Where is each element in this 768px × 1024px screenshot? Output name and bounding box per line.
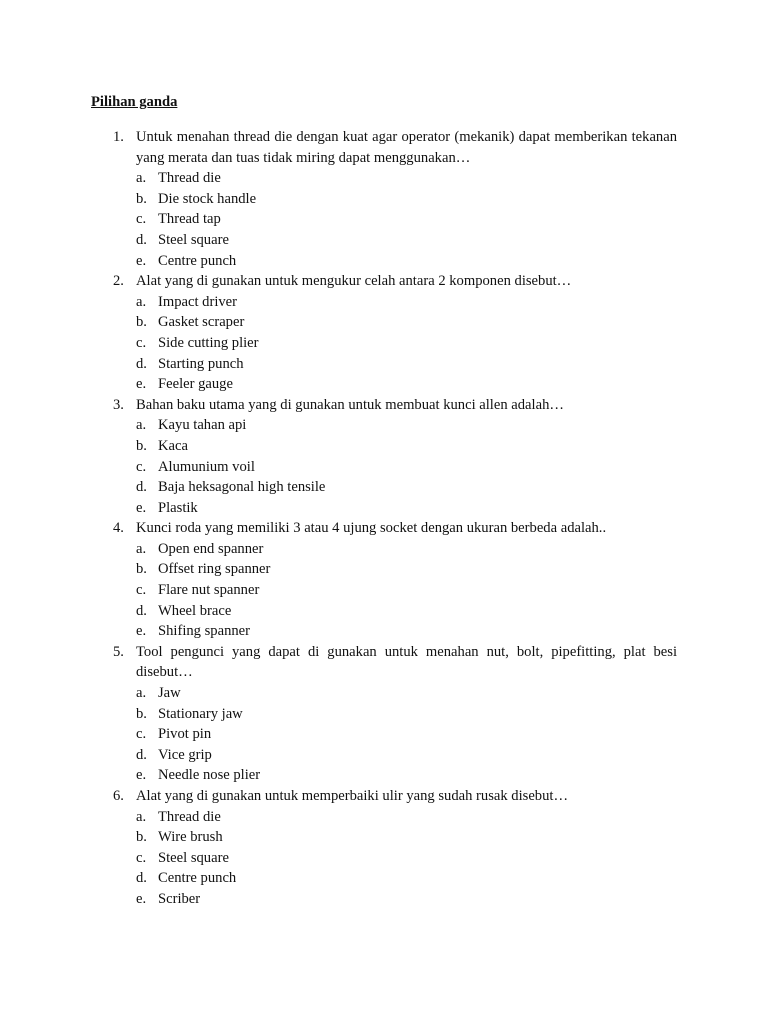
option-item: [0, 827, 768, 848]
option-text: Wire brush: [158, 829, 223, 846]
option-text: Kayu tahan api: [158, 417, 247, 434]
option-text: Feeler gauge: [158, 376, 233, 393]
option-letter: c.: [136, 334, 147, 351]
option-item: [0, 724, 768, 745]
option-text: Centre punch: [158, 870, 237, 887]
option-item: [0, 889, 768, 910]
option-list: [0, 807, 768, 910]
option-text: Plastik: [158, 499, 198, 516]
option-item: [0, 457, 768, 478]
option-letter: a.: [136, 170, 147, 187]
option-item: [0, 209, 768, 230]
option-item: [0, 477, 768, 498]
option-letter: b.: [136, 705, 147, 722]
option-letter: a.: [136, 685, 147, 702]
option-text: Thread die: [158, 170, 221, 187]
option-letter: d.: [136, 355, 147, 372]
option-letter: d.: [136, 870, 147, 887]
option-letter: e.: [136, 252, 147, 269]
option-item: [0, 580, 768, 601]
question-item: [0, 395, 768, 519]
option-letter: b.: [136, 314, 147, 331]
option-text: Flare nut spanner: [158, 582, 260, 599]
option-item: [0, 745, 768, 766]
option-item: [0, 807, 768, 828]
option-text: Thread die: [158, 808, 221, 825]
option-text: Gasket scraper: [158, 314, 245, 331]
option-item: [0, 559, 768, 580]
option-item: [0, 374, 768, 395]
option-item: [0, 848, 768, 869]
question-list: [0, 127, 768, 910]
option-item: [0, 868, 768, 889]
question-item: [0, 518, 768, 642]
question-number: 4.: [113, 520, 124, 537]
option-letter: c.: [136, 582, 147, 599]
option-list: [0, 539, 768, 642]
option-item: [0, 189, 768, 210]
section-title: Pilihan ganda: [91, 94, 178, 110]
option-text: Vice grip: [158, 746, 212, 763]
option-letter: e.: [136, 499, 147, 516]
option-text: Steel square: [158, 849, 229, 866]
option-item: [0, 354, 768, 375]
question-number: 5.: [113, 643, 124, 660]
option-letter: d.: [136, 602, 147, 619]
option-text: Offset ring spanner: [158, 561, 271, 578]
question-item: [0, 127, 768, 271]
option-text: Needle nose plier: [158, 767, 261, 784]
option-letter: d.: [136, 746, 147, 763]
option-letter: d.: [136, 479, 147, 496]
option-letter: c.: [136, 726, 147, 743]
option-letter: c.: [136, 849, 147, 866]
option-item: [0, 704, 768, 725]
option-letter: b.: [136, 437, 147, 454]
question-number: 2.: [113, 273, 124, 290]
option-text: Die stock handle: [158, 190, 257, 207]
option-text: Impact driver: [158, 293, 238, 310]
option-letter: c.: [136, 458, 147, 475]
option-letter: e.: [136, 623, 147, 640]
option-text: Centre punch: [158, 252, 237, 269]
option-text: Thread tap: [158, 211, 221, 228]
option-item: [0, 292, 768, 313]
option-list: [0, 168, 768, 271]
question-item: [0, 642, 768, 786]
option-letter: a.: [136, 808, 147, 825]
option-letter: e.: [136, 767, 147, 784]
option-text: Wheel brace: [158, 602, 232, 619]
option-text: Side cutting plier: [158, 334, 259, 351]
option-letter: e.: [136, 376, 147, 393]
option-item: [0, 683, 768, 704]
option-text: Alumunium voil: [158, 458, 255, 475]
option-letter: b.: [136, 561, 147, 578]
question-text: Kunci roda yang memiliki 3 atau 4 ujung socket dengan ukuran berbeda adalah..: [136, 520, 607, 537]
option-text: Baja heksagonal high tensile: [158, 479, 326, 496]
option-text: Open end spanner: [158, 540, 264, 557]
option-item: [0, 601, 768, 622]
option-letter: a.: [136, 293, 147, 310]
option-item: [0, 312, 768, 333]
question-text: Tool pengunci yang dapat di gunakan untuk menahan nut, bolt, pipefitting, plat besi disebut…: [136, 643, 677, 681]
question-text: Untuk menahan thread die dengan kuat agar operator (mekanik) dapat memberikan tekanan yang merata dan tuas tidak miring dapat menggunakan…: [136, 129, 677, 166]
option-letter: a.: [136, 540, 147, 557]
option-item: [0, 230, 768, 251]
question-number: 1.: [113, 129, 124, 145]
option-item: [0, 436, 768, 457]
option-item: [0, 621, 768, 642]
question-number: 6.: [113, 788, 124, 804]
option-list: [0, 415, 768, 518]
option-list: [0, 292, 768, 395]
option-text: Kaca: [158, 437, 188, 454]
option-list: [0, 683, 768, 786]
question-item: [0, 786, 768, 910]
option-letter: b.: [136, 190, 147, 207]
option-letter: b.: [136, 829, 147, 846]
option-text: Stationary jaw: [158, 705, 243, 722]
option-item: [0, 765, 768, 786]
option-item: [0, 168, 768, 189]
option-text: Scriber: [158, 890, 201, 907]
question-text: Bahan baku utama yang di gunakan untuk membuat kunci allen adalah…: [136, 396, 564, 413]
option-item: [0, 333, 768, 354]
question-text: Alat yang di gunakan untuk mengukur celah antara 2 komponen disebut…: [136, 273, 572, 290]
option-text: Jaw: [158, 685, 181, 702]
question-text: Alat yang di gunakan untuk memperbaiki ulir yang sudah rusak disebut…: [136, 788, 569, 804]
option-text: Starting punch: [158, 355, 244, 372]
option-text: Pivot pin: [158, 726, 212, 743]
option-item: [0, 498, 768, 519]
option-letter: c.: [136, 211, 147, 228]
option-item: [0, 251, 768, 272]
option-text: Shifing spanner: [158, 623, 251, 640]
option-item: [0, 415, 768, 436]
option-letter: e.: [136, 890, 147, 907]
question-item: [0, 271, 768, 395]
option-letter: a.: [136, 417, 147, 434]
question-number: 3.: [113, 396, 124, 413]
option-item: [0, 539, 768, 560]
option-letter: d.: [136, 231, 147, 248]
option-text: Steel square: [158, 231, 229, 248]
